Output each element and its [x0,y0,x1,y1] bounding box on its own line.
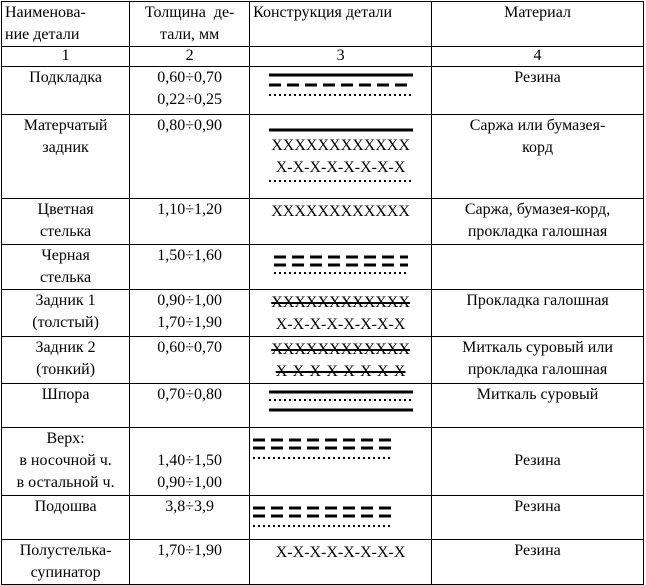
material-line: прокладка галошная [467,361,608,378]
row-name [2,496,130,540]
name-line: Подкладка [29,69,103,86]
construction-diagram [250,290,432,337]
table-row [2,337,644,384]
row-material [432,245,644,290]
table-row [2,67,644,115]
row-material [432,67,644,115]
construction-text: X-X-X-X-X-X-X-X [275,363,406,380]
row-name [2,540,130,585]
row-material [432,115,644,199]
layer-diagram [266,69,416,103]
name-line: в носочной ч. [19,452,112,469]
name-line: супинатор [30,564,101,581]
table-row [2,245,644,290]
construction-diagram [250,67,432,115]
table-row [2,428,644,496]
row-material [432,496,644,540]
layer-diagram [253,502,403,536]
construction-diagram [250,496,432,540]
row-material [432,540,644,585]
material-line: корд [522,139,553,156]
name-line: Цветная [37,201,94,218]
layer-diagram [266,179,416,183]
construction-diagram [250,115,432,199]
name-line: задник [42,139,89,156]
row-name [2,245,130,290]
row-thickness [130,245,250,290]
thickness-line: 0,60÷0,70 [157,69,223,86]
layer-diagram [266,386,416,420]
name-line: Черная [41,247,90,264]
col-number-1: 1 [2,47,130,67]
thickness-line: 0,90÷1,00 [157,474,223,491]
row-thickness [130,428,250,496]
row-thickness [130,290,250,337]
header-name-line1: Наименова- [5,4,86,21]
row-material [432,290,644,337]
construction-text: XXXXXXXXXXXX [271,341,410,358]
table-row [2,384,644,428]
name-line: в остальной ч. [16,474,115,491]
name-line: Верх: [46,430,85,447]
header-construction: Конструкция детали [250,2,432,47]
col-number-3: 3 [250,47,432,67]
header-name [2,2,130,47]
row-material [432,337,644,384]
table-row [2,199,644,245]
material-line: Резина [514,69,561,86]
layer-diagram [253,434,403,468]
name-line: стелька [40,223,92,240]
name-line: Задник 2 [35,339,96,356]
material-line: Прокладка галошная [466,292,609,309]
header-thickness-line1: Толщина де- [144,4,235,21]
row-thickness [130,384,250,428]
name-line: Матерчатый [23,117,108,134]
row-name [2,199,130,245]
col-number-2: 2 [130,47,250,67]
name-line: (тонкий) [36,361,96,378]
thickness-line: 1,70÷1,90 [157,314,223,331]
row-thickness [130,540,250,585]
name-line: (толстый) [32,314,99,331]
thickness-line: 1,10÷1,20 [157,201,223,218]
construction-diagram [250,540,432,585]
thickness-line: 1,40÷1,50 [157,452,223,469]
construction-text: XXXXXXXXXXXX [271,203,410,220]
row-thickness [130,496,250,540]
thickness-line: 1,50÷1,60 [157,247,223,264]
layer-diagram [266,251,416,285]
construction-text: XXXXXXXXXXXX [271,294,410,311]
table-row [2,496,644,540]
row-name [2,67,130,115]
row-name [2,428,130,496]
construction-diagram [250,384,432,428]
name-line: Подошва [34,498,97,515]
header-material: Материал [432,2,644,47]
material-line: Резина [514,498,561,515]
construction-diagram [250,199,432,245]
row-thickness [130,337,250,384]
row-material [432,384,644,428]
row-thickness [130,67,250,115]
thickness-line: 0,70÷0,80 [157,386,223,403]
name-line: Задник 1 [35,292,96,309]
name-line: Шпора [41,386,90,403]
material-line: Резина [514,452,561,469]
construction-diagram [250,428,432,496]
construction-text: XXXXXXXXXXXX [271,137,410,154]
material-line: Резина [514,542,561,559]
construction-text: X-X-X-X-X-X-X-X [275,544,406,561]
header-row [2,2,644,47]
construction-text: X-X-X-X-X-X-X-X [275,159,406,176]
table-row [2,115,644,199]
header-thickness-line2: тали, мм [160,26,220,43]
material-line: Миткаль суровый [476,386,599,403]
thickness-line: 0,80÷0,90 [157,117,223,134]
row-thickness [130,115,250,199]
table-row [2,540,644,585]
thickness-line: 1,70÷1,90 [157,542,223,559]
row-material [432,428,644,496]
row-material [432,199,644,245]
thickness-line: 3,8÷3,9 [165,498,215,515]
construction-text: X-X-X-X-X-X-X-X [275,316,406,333]
row-thickness [130,199,250,245]
row-name [2,115,130,199]
thickness-line: 0,22÷0,25 [157,91,223,108]
header-thickness [130,2,250,47]
thickness-line: 0,60÷0,70 [157,339,223,356]
name-line: стелька [40,269,92,286]
material-line: Саржа, бумазея-корд, [464,201,611,218]
material-line: Миткаль суровый или [462,339,613,356]
thickness-line: 0,90÷1,00 [157,292,223,309]
row-name [2,337,130,384]
materials-table [1,1,644,585]
table-row [2,290,644,337]
name-line: Полустелька- [19,542,112,559]
construction-diagram [250,245,432,290]
row-name [2,290,130,337]
construction-diagram [250,337,432,384]
layer-diagram [266,125,416,135]
material-line: прокладка галошная [467,223,608,240]
header-name-line2: ние детали [5,26,80,43]
column-number-row [2,47,644,67]
col-number-4: 4 [432,47,644,67]
material-line: Саржа или бумазея- [469,117,606,134]
row-name [2,384,130,428]
